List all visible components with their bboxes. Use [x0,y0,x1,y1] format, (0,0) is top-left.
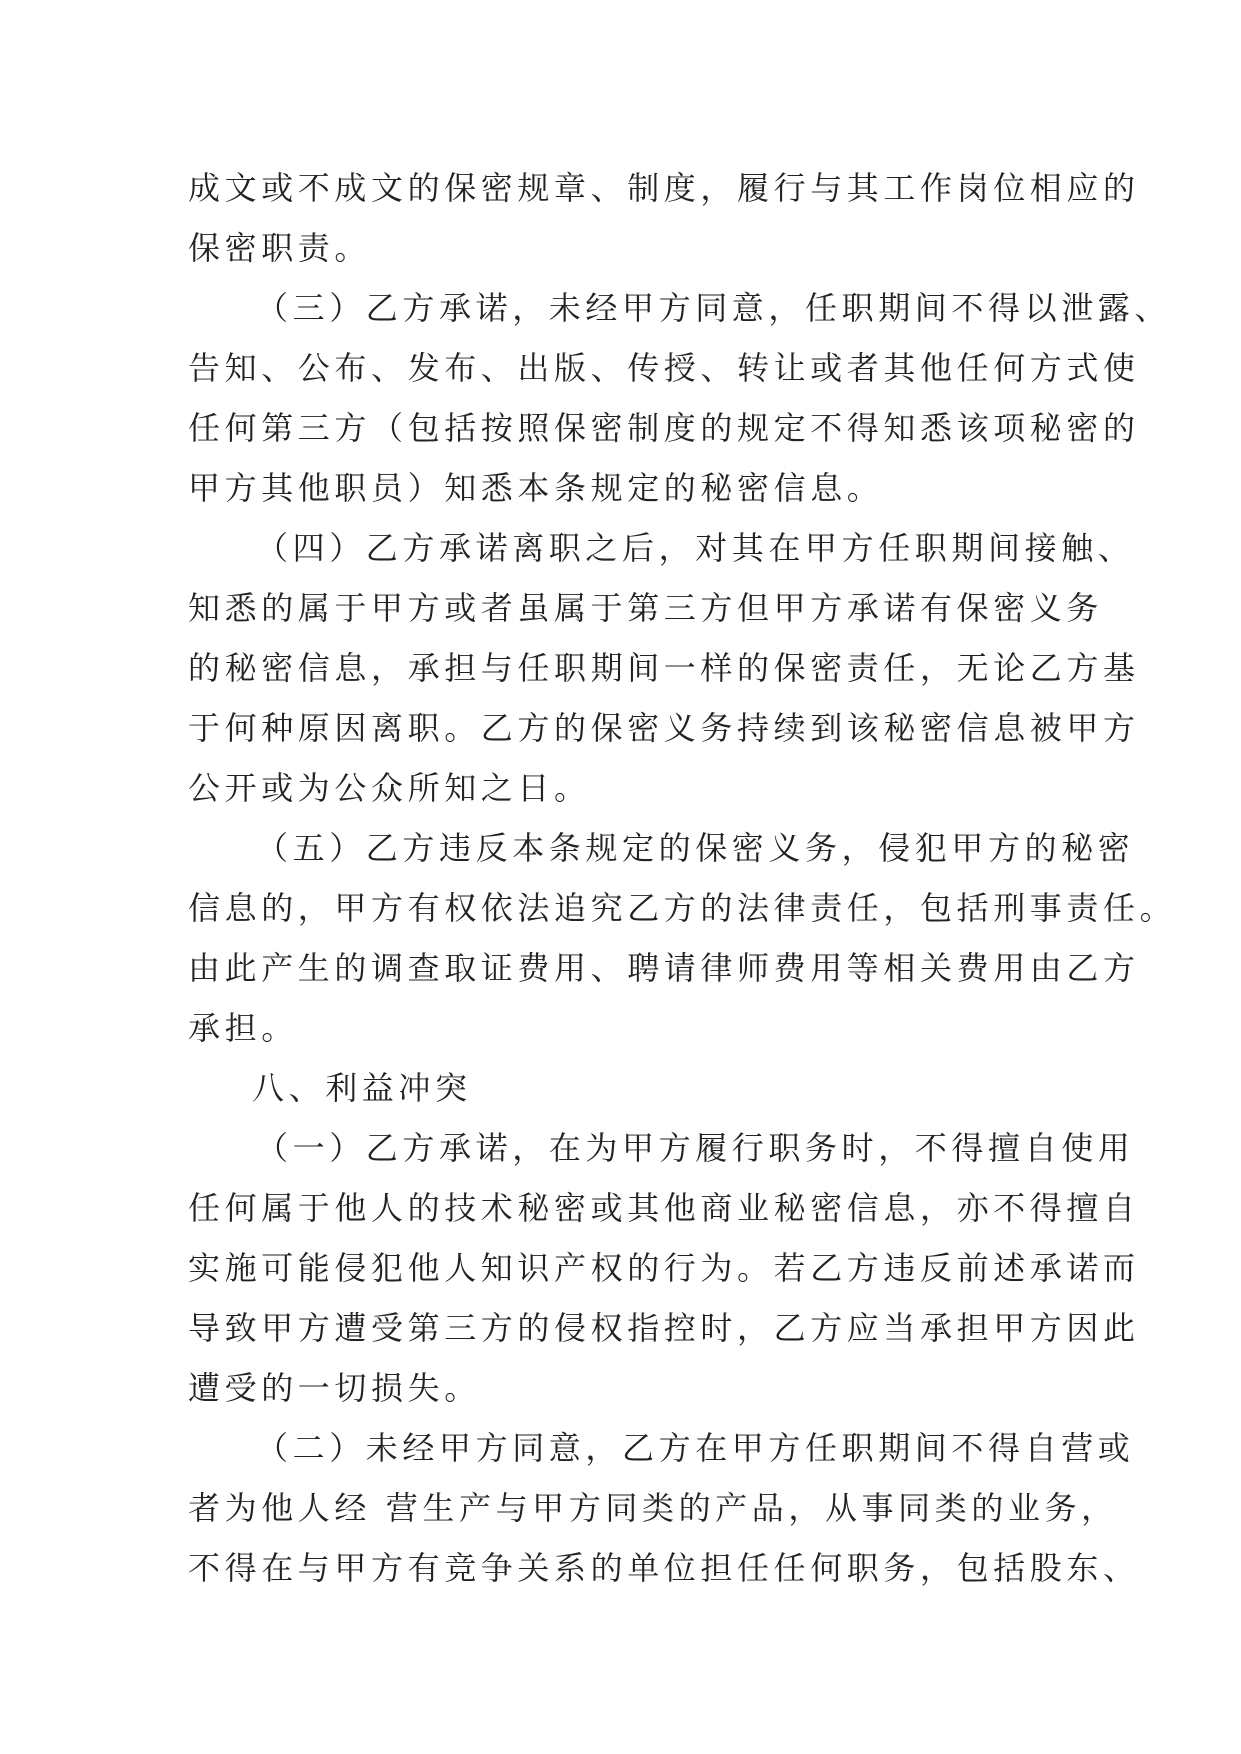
text-line: 由此产生的调查取证费用、聘请律师费用等相关费用由乙方 [188,949,1140,987]
paragraph-start-line: （一）乙方承诺，在为甲方履行职务时，不得擅自使用 [256,1129,1135,1167]
text-line: 承担。 [188,1009,298,1047]
text-line: 甲方其他职员）知悉本条规定的秘密信息。 [188,469,884,507]
text-line: 不得在与甲方有竞争关系的单位担任任何职务，包括股东、 [188,1549,1140,1587]
text-line: 的秘密信息，承担与任职期间一样的保密责任，无论乙方基 [188,649,1140,687]
text-line: 实施可能侵犯他人知识产权的行为。若乙方违反前述承诺而 [188,1249,1140,1287]
text-line: 成文或不成文的保密规章、制度，履行与其工作岗位相应的 [188,169,1140,207]
paragraph-start-line: （五）乙方违反本条规定的保密义务，侵犯甲方的秘密 [256,829,1135,867]
text-line: 遭受的一切损失。 [188,1369,481,1407]
text-line: 任何属于他人的技术秘密或其他商业秘密信息，亦不得擅自 [188,1189,1140,1227]
text-line: 于何种原因离职。乙方的保密义务持续到该秘密信息被甲方 [188,709,1140,747]
text-line: 告知、公布、发布、出版、传授、转让或者其他任何方式使 [188,349,1140,387]
text-line: 任何第三方（包括按照保密制度的规定不得知悉该项秘密的 [188,409,1140,447]
text-line: 保密职责。 [188,229,372,267]
paragraph-start-line: （二）未经甲方同意，乙方在甲方任职期间不得自营或 [256,1429,1135,1467]
section-heading: 八、利益冲突 [252,1069,472,1107]
text-line: 导致甲方遭受第三方的侵权指控时，乙方应当承担甲方因此 [188,1309,1140,1347]
text-line: 信息的，甲方有权依法追究乙方的法律责任，包括刑事责任。 [188,889,1177,927]
text-line: 知悉的属于甲方或者虽属于第三方但甲方承诺有保密义务 [188,589,1104,627]
text-line: 者为他人经 营生产与甲方同类的产品，从事同类的业务， [188,1489,1118,1527]
paragraph-start-line: （四）乙方承诺离职之后，对其在甲方任职期间接触、 [256,529,1135,567]
text-line: 公开或为公众所知之日。 [188,769,591,807]
paragraph-start-line: （三）乙方承诺，未经甲方同意，任职期间不得以泄露、 [256,289,1172,327]
document-body [188,158,1177,1598]
